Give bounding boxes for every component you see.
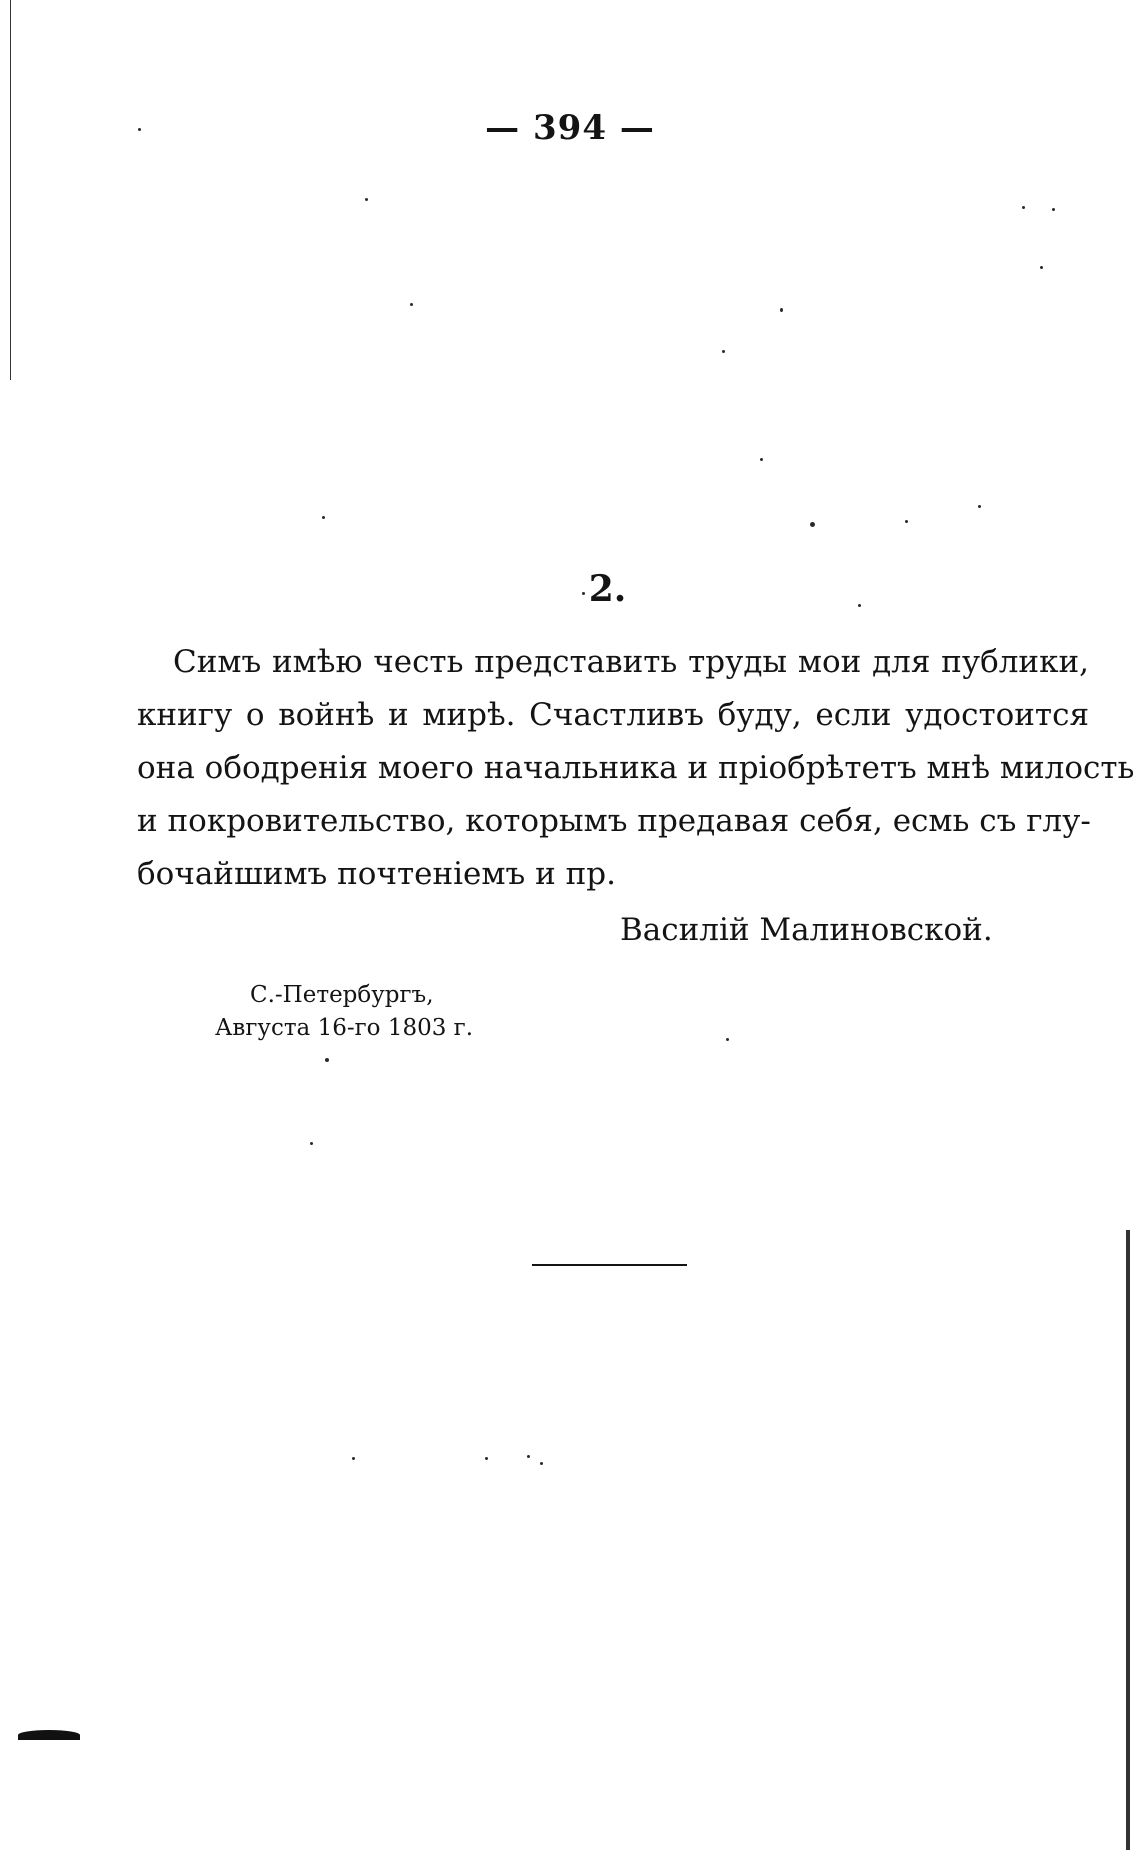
paragraph-line: и покровительство, которымъ предавая себя, есмь съ глу- xyxy=(137,803,1091,839)
scan-speck xyxy=(325,1058,329,1062)
paragraph-line: бочайшимъ почтеніемъ и пр. xyxy=(137,856,616,892)
scan-speck xyxy=(722,350,725,353)
scan-speck xyxy=(978,505,981,508)
scan-speck xyxy=(1052,208,1055,211)
scan-speck xyxy=(527,1455,530,1458)
scan-speck xyxy=(905,520,908,523)
scan-speck xyxy=(322,516,325,519)
paragraph-line: Симъ имѣю честь представить труды мои для публики, xyxy=(173,644,1089,680)
scan-speck xyxy=(410,303,413,306)
scan-speck xyxy=(310,1142,313,1145)
scan-speck xyxy=(365,198,368,201)
dedication-paragraph xyxy=(137,636,1135,901)
paragraph-line: она ободренія моего начальника и пріобрѣтетъ мнѣ милость xyxy=(137,750,1135,786)
scan-speck xyxy=(726,1038,729,1041)
left-scan-edge xyxy=(10,0,11,380)
scan-speck xyxy=(540,1462,543,1465)
scan-speck xyxy=(780,308,783,312)
paragraph-line: книгу о войнѣ и мирѣ. Счастливъ буду, если удостоится xyxy=(137,697,1089,733)
scan-speck xyxy=(352,1457,355,1460)
section-number: 2. xyxy=(588,568,627,610)
author-signature: Василій Малиновской. xyxy=(620,912,993,948)
scan-speck xyxy=(760,458,763,461)
scan-speck xyxy=(810,522,815,527)
page-number: — 394 — xyxy=(485,108,655,148)
scan-speck xyxy=(1022,206,1025,209)
right-scan-edge xyxy=(1126,1230,1130,1850)
scan-blot xyxy=(18,1730,80,1740)
scan-speck xyxy=(1040,266,1043,269)
date-line: Августа 16-го 1803 г. xyxy=(215,1015,474,1041)
place-line: С.-Петербургъ, xyxy=(250,982,434,1008)
scan-speck xyxy=(485,1457,488,1460)
section-divider xyxy=(532,1264,687,1266)
